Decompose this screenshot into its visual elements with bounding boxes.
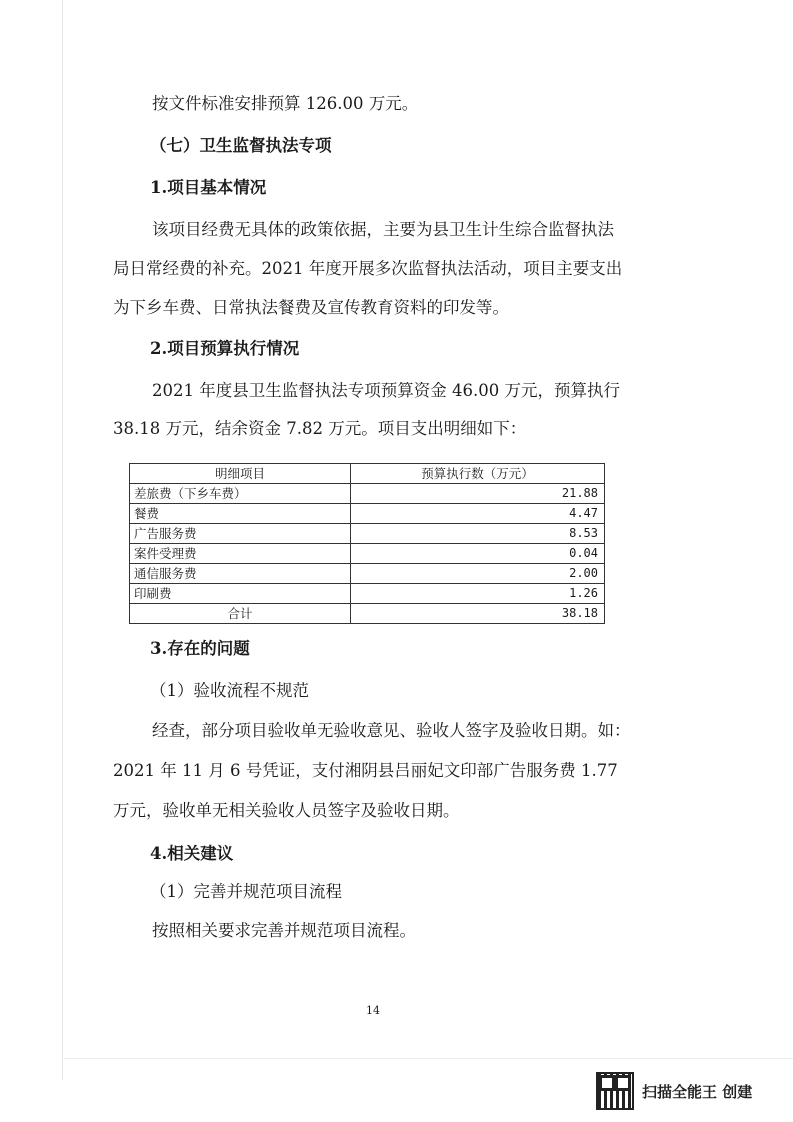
basic-info-line-3: 为下乡车费、日常执法餐费及宣传教育资料的印发等。 [113,298,509,317]
suggestion-subheading: （1）完善并规范项目流程 [150,882,342,901]
row-item: 通信服务费 [130,564,351,584]
scanner-watermark [596,1071,752,1111]
problem-line-2: 2021 年 11 月 6 号凭证，支付湘阴县吕丽妃文印部广告服务费 1.77 [113,761,618,780]
problem-line-1: 经查，部分项目验收单无验收意见、验收人签字及验收日期。如： [152,721,631,740]
row-amount: 8.53 [351,524,605,544]
expense-detail-table [129,463,605,624]
row-amount: 2.00 [351,564,605,584]
heading-budget-execution: 2.项目预算执行情况 [150,339,300,358]
table-row [130,484,605,504]
column-header-item: 明细项目 [130,464,351,484]
row-amount: 21.88 [351,484,605,504]
heading-problems: 3.存在的问题 [150,639,250,658]
basic-info-line-1: 该项目经费无具体的政策依据，主要为县卫生计生综合监督执法 [152,220,614,239]
table-row [130,584,605,604]
problem-line-3: 万元，验收单无相关验收人员签字及验收日期。 [113,801,460,820]
total-label: 合计 [130,604,351,624]
page-bottom-edge [62,1058,793,1059]
budget-execution-line-1: 2021 年度县卫生监督执法专项预算资金 46.00 万元，预算执行 [152,381,620,400]
table-row [130,524,605,544]
suggestion-line-1: 按照相关要求完善并规范项目流程。 [152,921,416,940]
table-row [130,504,605,524]
table-row [130,544,605,564]
budget-execution-line-2: 38.18 万元，结余资金 7.82 万元。项目支出明细如下： [113,419,527,438]
total-amount: 38.18 [351,604,605,624]
page-edge [62,0,63,1080]
row-item: 广告服务费 [130,524,351,544]
column-header-amount: 预算执行数（万元） [351,464,605,484]
row-item: 餐费 [130,504,351,524]
row-item: 差旅费（下乡车费） [130,484,351,504]
row-amount: 0.04 [351,544,605,564]
problem-subheading: （1）验收流程不规范 [150,681,309,700]
heading-basic-info: 1.项目基本情况 [150,178,267,197]
basic-info-line-2: 局日常经费的补充。2021 年度开展多次监督执法活动，项目主要支出 [113,259,623,278]
scanner-label: 扫描全能王 创建 [642,1082,753,1101]
table-header-row [130,464,605,484]
row-amount: 4.47 [351,504,605,524]
heading-suggestions: 4.相关建议 [150,844,234,863]
section-title: （七）卫生监督执法专项 [150,136,332,155]
qr-code-icon [596,1072,634,1110]
row-amount: 1.26 [351,584,605,604]
table-total-row [130,604,605,624]
row-item: 案件受理费 [130,544,351,564]
table-row [130,564,605,584]
page-number: 14 [366,1004,380,1017]
row-item: 印刷费 [130,584,351,604]
budget-line: 按文件标准安排预算 126.00 万元。 [152,94,419,113]
